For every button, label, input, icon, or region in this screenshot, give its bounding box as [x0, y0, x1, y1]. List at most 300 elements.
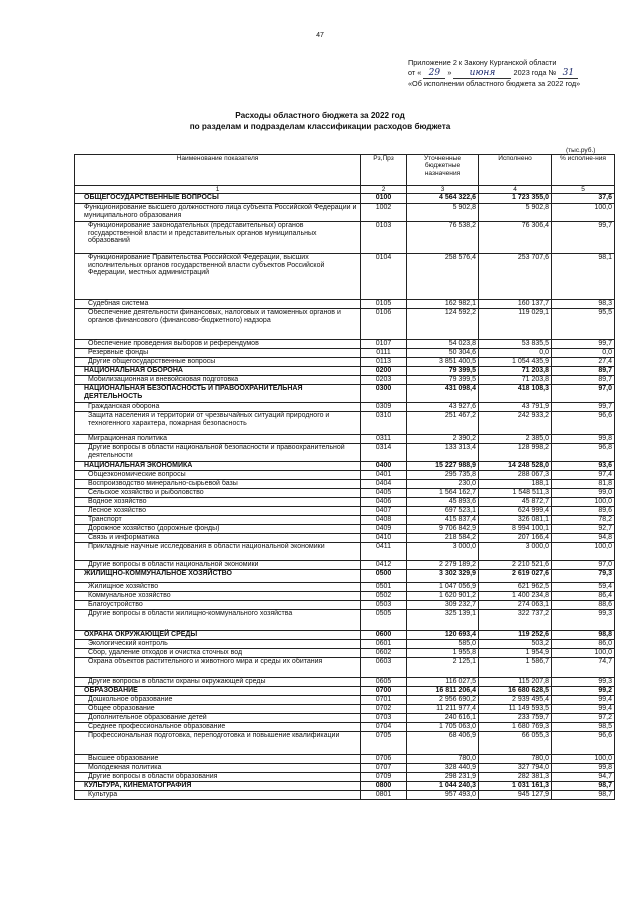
- cell-percent: 100,0: [552, 543, 615, 561]
- cell-executed: 1 723 355,0: [479, 194, 552, 204]
- cell-planned: 76 538,2: [407, 222, 479, 254]
- cell-planned: 218 584,2: [407, 534, 479, 543]
- appendix-quote-close: »: [447, 68, 452, 77]
- cell-name: Молодежная политика: [75, 764, 361, 773]
- cell-name: Водное хозяйство: [75, 498, 361, 507]
- cell-name: Экологический контроль: [75, 640, 361, 649]
- cell-planned: 133 313,4: [407, 444, 479, 462]
- table-row: [75, 489, 615, 498]
- cell-percent: 98,3: [552, 300, 615, 309]
- cell-percent: 79,3: [552, 570, 615, 583]
- cell-percent: 100,0: [552, 204, 615, 222]
- cell-name: Гражданская оборона: [75, 403, 361, 412]
- cell-name: Дошкольное образование: [75, 696, 361, 705]
- cell-percent: 97,2: [552, 714, 615, 723]
- cell-code: 0409: [361, 525, 407, 534]
- header-executed: Исполнено: [479, 155, 552, 186]
- cell-planned: 1 047 056,9: [407, 583, 479, 592]
- cell-executed: 14 248 528,0: [479, 462, 552, 471]
- cell-planned: 431 098,4: [407, 385, 479, 403]
- cell-planned: 230,0: [407, 480, 479, 489]
- cell-planned: 328 440,9: [407, 764, 479, 773]
- cell-percent: 97,0: [552, 385, 615, 403]
- cell-name: Общеэкономические вопросы: [75, 471, 361, 480]
- appendix-line-3: «Об исполнении областного бюджета за 2022 год»: [408, 79, 581, 88]
- cell-planned: 15 227 988,9: [407, 462, 479, 471]
- cell-code: 0605: [361, 678, 407, 687]
- cell-executed: 253 707,6: [479, 254, 552, 300]
- cell-code: 0705: [361, 732, 407, 755]
- cell-code: 0801: [361, 791, 407, 800]
- table-row: [75, 732, 615, 755]
- table-row: [75, 601, 615, 610]
- cell-percent: 81,8: [552, 480, 615, 489]
- header-percent: % исполне-ния: [552, 155, 615, 186]
- cell-code: 0107: [361, 340, 407, 349]
- table-body: [75, 194, 615, 800]
- title-line-2: по разделам и подразделам классификации расходов бюджета: [189, 122, 451, 131]
- cell-executed: 242 933,2: [479, 412, 552, 435]
- cell-percent: 100,0: [552, 498, 615, 507]
- cell-executed: 71 203,8: [479, 367, 552, 376]
- cell-planned: 258 576,4: [407, 254, 479, 300]
- cell-name: Другие вопросы в области жилищно-коммунального хозяйства: [75, 610, 361, 631]
- table-row: [75, 435, 615, 444]
- cell-planned: 11 211 977,4: [407, 705, 479, 714]
- cell-name: Другие общегосударственные вопросы: [75, 358, 361, 367]
- cell-executed: 282 381,3: [479, 773, 552, 782]
- cell-name: Функционирование законодательных (представительных) органов государственной власти и представительных органов муниципальных образований: [75, 222, 361, 254]
- cell-percent: 86,4: [552, 592, 615, 601]
- cell-planned: 9 706 842,9: [407, 525, 479, 534]
- cell-executed: 16 680 628,5: [479, 687, 552, 696]
- cell-executed: 326 081,1: [479, 516, 552, 525]
- cell-name: Связь и информатика: [75, 534, 361, 543]
- cell-code: 0404: [361, 480, 407, 489]
- cell-planned: 16 811 206,4: [407, 687, 479, 696]
- cell-executed: 5 902,8: [479, 204, 552, 222]
- cell-percent: 37,6: [552, 194, 615, 204]
- table-row: [75, 480, 615, 489]
- table-row: [75, 462, 615, 471]
- cell-code: 0503: [361, 601, 407, 610]
- cell-percent: 99,3: [552, 610, 615, 631]
- cell-planned: 4 564 322,6: [407, 194, 479, 204]
- cell-code: 0702: [361, 705, 407, 714]
- cell-percent: 99,7: [552, 222, 615, 254]
- cell-percent: 89,7: [552, 367, 615, 376]
- cell-planned: 116 027,5: [407, 678, 479, 687]
- cell-executed: 1 031 161,3: [479, 782, 552, 791]
- cell-code: 0701: [361, 696, 407, 705]
- table-row: [75, 791, 615, 800]
- appendix-number: 31: [558, 68, 578, 79]
- cell-executed: 1 400 234,8: [479, 592, 552, 601]
- cell-name: Охрана объектов растительного и животного мира и среды их обитания: [75, 658, 361, 678]
- cell-executed: 188,1: [479, 480, 552, 489]
- header-row: [75, 155, 615, 186]
- cell-name: Высшее образование: [75, 755, 361, 764]
- appendix-from: от «: [408, 68, 422, 77]
- page-number: 47: [316, 32, 324, 39]
- table-row: [75, 658, 615, 678]
- cell-name: Транспорт: [75, 516, 361, 525]
- cell-planned: 1 044 240,3: [407, 782, 479, 791]
- cell-name: Мобилизационная и вневойсковая подготовка: [75, 376, 361, 385]
- cell-percent: 98,1: [552, 254, 615, 300]
- cell-name: Коммунальное хозяйство: [75, 592, 361, 601]
- table-row: [75, 631, 615, 640]
- cell-percent: 27,4: [552, 358, 615, 367]
- table-row: [75, 376, 615, 385]
- cell-percent: 98,8: [552, 631, 615, 640]
- cell-planned: 162 982,1: [407, 300, 479, 309]
- cell-percent: 100,0: [552, 649, 615, 658]
- cell-planned: 1 955,8: [407, 649, 479, 658]
- cell-executed: 207 166,4: [479, 534, 552, 543]
- cell-percent: 99,0: [552, 489, 615, 498]
- cell-name: Другие вопросы в области охраны окружающей среды: [75, 678, 361, 687]
- cell-executed: 1 586,7: [479, 658, 552, 678]
- cell-code: 0603: [361, 658, 407, 678]
- table-row: [75, 610, 615, 631]
- cell-code: 0309: [361, 403, 407, 412]
- table-row: [75, 678, 615, 687]
- table-row: [75, 471, 615, 480]
- header-code: Рз,Прз: [361, 155, 407, 186]
- cell-code: 0410: [361, 534, 407, 543]
- appendix-header: [408, 58, 580, 89]
- table-row: [75, 300, 615, 309]
- cell-planned: 3 000,0: [407, 543, 479, 561]
- cell-executed: 1 954,9: [479, 649, 552, 658]
- cell-percent: 99,4: [552, 696, 615, 705]
- cell-name: Функционирование Правительства Российской Федерации, высших исполнительных органов государственной власти субъектов Российской Федерации, местных администраций: [75, 254, 361, 300]
- cell-code: 0703: [361, 714, 407, 723]
- cell-code: 0707: [361, 764, 407, 773]
- table-row: [75, 309, 615, 340]
- cell-name: Воспроизводство минерально-сырьевой базы: [75, 480, 361, 489]
- cell-code: 0505: [361, 610, 407, 631]
- cell-code: 0800: [361, 782, 407, 791]
- cell-code: 0602: [361, 649, 407, 658]
- cell-executed: 71 203,8: [479, 376, 552, 385]
- table-row: [75, 583, 615, 592]
- table-row: [75, 755, 615, 764]
- cell-planned: 309 232,7: [407, 601, 479, 610]
- cell-executed: 45 872,7: [479, 498, 552, 507]
- appendix-day: 29: [423, 68, 445, 79]
- table-row: [75, 444, 615, 462]
- cell-percent: 95,5: [552, 309, 615, 340]
- cell-planned: 2 125,1: [407, 658, 479, 678]
- cell-planned: 120 693,4: [407, 631, 479, 640]
- cell-name: Другие вопросы в области образования: [75, 773, 361, 782]
- cell-code: 0405: [361, 489, 407, 498]
- expenses-table: [74, 154, 615, 800]
- cell-percent: 99,7: [552, 340, 615, 349]
- cell-planned: 50 304,6: [407, 349, 479, 358]
- cell-executed: 119 029,1: [479, 309, 552, 340]
- cell-percent: 96,6: [552, 732, 615, 755]
- table-row: [75, 534, 615, 543]
- cell-name: Лесное хозяйство: [75, 507, 361, 516]
- cell-executed: 2 619 027,6: [479, 570, 552, 583]
- cell-code: 0406: [361, 498, 407, 507]
- cell-percent: 86,0: [552, 640, 615, 649]
- column-number: 5: [552, 186, 615, 194]
- cell-name: ЖИЛИЩНО-КОММУНАЛЬНОЕ ХОЗЯЙСТВО: [75, 570, 361, 583]
- cell-code: 0700: [361, 687, 407, 696]
- cell-planned: 780,0: [407, 755, 479, 764]
- cell-executed: 621 962,5: [479, 583, 552, 592]
- cell-name: Среднее профессиональное образование: [75, 723, 361, 732]
- cell-code: 0600: [361, 631, 407, 640]
- cell-name: Жилищное хозяйство: [75, 583, 361, 592]
- cell-executed: 0,0: [479, 349, 552, 358]
- cell-percent: 88,6: [552, 601, 615, 610]
- cell-name: ОБЩЕГОСУДАРСТВЕННЫЕ ВОПРОСЫ: [75, 194, 361, 204]
- table-row: [75, 723, 615, 732]
- cell-name: Сельское хозяйство и рыболовство: [75, 489, 361, 498]
- cell-percent: 94,8: [552, 534, 615, 543]
- cell-name: Другие вопросы в области национальной экономики: [75, 561, 361, 570]
- cell-percent: 99,2: [552, 687, 615, 696]
- cell-executed: 1 548 511,3: [479, 489, 552, 498]
- cell-planned: 2 956 690,2: [407, 696, 479, 705]
- table-row: [75, 403, 615, 412]
- cell-name: НАЦИОНАЛЬНАЯ БЕЗОПАСНОСТЬ И ПРАВООХРАНИТЕЛЬНАЯ ДЕЯТЕЛЬНОСТЬ: [75, 385, 361, 403]
- cell-executed: 780,0: [479, 755, 552, 764]
- cell-executed: 322 737,2: [479, 610, 552, 631]
- cell-code: 0412: [361, 561, 407, 570]
- table-row: [75, 714, 615, 723]
- cell-planned: 325 139,1: [407, 610, 479, 631]
- cell-code: 0314: [361, 444, 407, 462]
- cell-percent: 99,4: [552, 705, 615, 714]
- cell-code: 0103: [361, 222, 407, 254]
- cell-planned: 3 851 400,5: [407, 358, 479, 367]
- cell-name: Профессиональная подготовка, переподготовка и повышение квалификации: [75, 732, 361, 755]
- cell-planned: 1 705 063,0: [407, 723, 479, 732]
- table-row: [75, 507, 615, 516]
- cell-planned: 54 023,8: [407, 340, 479, 349]
- cell-name: Функционирование высшего должностного лица субъекта Российской Федерации и муниципального образования: [75, 204, 361, 222]
- cell-executed: 11 149 593,5: [479, 705, 552, 714]
- cell-name: Судебная система: [75, 300, 361, 309]
- cell-planned: 79 399,5: [407, 376, 479, 385]
- cell-percent: 93,6: [552, 462, 615, 471]
- column-number: 3: [407, 186, 479, 194]
- cell-percent: 99,8: [552, 435, 615, 444]
- table-row: [75, 687, 615, 696]
- cell-name: Обеспечение проведения выборов и референдумов: [75, 340, 361, 349]
- table-row: [75, 194, 615, 204]
- cell-code: 0300: [361, 385, 407, 403]
- cell-name: Прикладные научные исследования в области национальной экономики: [75, 543, 361, 561]
- table-row: [75, 543, 615, 561]
- units-label: (тыс.руб.): [566, 147, 596, 154]
- cell-executed: 115 207,8: [479, 678, 552, 687]
- cell-planned: 124 592,2: [407, 309, 479, 340]
- table-row: [75, 782, 615, 791]
- cell-planned: 298 231,9: [407, 773, 479, 782]
- cell-name: НАЦИОНАЛЬНАЯ ОБОРОНА: [75, 367, 361, 376]
- cell-percent: 89,6: [552, 507, 615, 516]
- cell-name: Резервные фонды: [75, 349, 361, 358]
- cell-code: 0500: [361, 570, 407, 583]
- cell-executed: 160 137,7: [479, 300, 552, 309]
- cell-planned: 45 893,6: [407, 498, 479, 507]
- cell-code: 0407: [361, 507, 407, 516]
- table-row: [75, 340, 615, 349]
- table-row: [75, 570, 615, 583]
- cell-executed: 2 385,0: [479, 435, 552, 444]
- cell-executed: 53 835,5: [479, 340, 552, 349]
- cell-executed: 274 063,1: [479, 601, 552, 610]
- cell-code: 0203: [361, 376, 407, 385]
- cell-percent: 78,2: [552, 516, 615, 525]
- table-row: [75, 349, 615, 358]
- cell-name: ОХРАНА ОКРУЖАЮЩЕЙ СРЕДЫ: [75, 631, 361, 640]
- cell-code: 0400: [361, 462, 407, 471]
- cell-planned: 697 523,1: [407, 507, 479, 516]
- cell-percent: 59,4: [552, 583, 615, 592]
- cell-percent: 99,7: [552, 403, 615, 412]
- table-row: [75, 516, 615, 525]
- cell-planned: 295 735,8: [407, 471, 479, 480]
- cell-executed: 66 055,3: [479, 732, 552, 755]
- cell-code: 0104: [361, 254, 407, 300]
- cell-executed: 418 108,3: [479, 385, 552, 403]
- cell-planned: 957 493,0: [407, 791, 479, 800]
- cell-code: 0411: [361, 543, 407, 561]
- header-name: Наименование показателя: [75, 155, 361, 186]
- cell-code: 0502: [361, 592, 407, 601]
- cell-name: Другие вопросы в области национальной безопасности и правоохранительной деятельности: [75, 444, 361, 462]
- title-line-1: Расходы областного бюджета за 2022 год: [235, 111, 405, 120]
- cell-name: Миграционная политика: [75, 435, 361, 444]
- cell-name: Общее образование: [75, 705, 361, 714]
- cell-code: 0113: [361, 358, 407, 367]
- cell-planned: 415 837,4: [407, 516, 479, 525]
- table-row: [75, 498, 615, 507]
- cell-code: 0105: [361, 300, 407, 309]
- cell-code: 0111: [361, 349, 407, 358]
- table-row: [75, 367, 615, 376]
- cell-code: 0401: [361, 471, 407, 480]
- cell-percent: 94,7: [552, 773, 615, 782]
- cell-name: Культура: [75, 791, 361, 800]
- cell-code: 0601: [361, 640, 407, 649]
- cell-percent: 99,8: [552, 764, 615, 773]
- cell-percent: 98,7: [552, 791, 615, 800]
- table-row: [75, 204, 615, 222]
- cell-percent: 100,0: [552, 755, 615, 764]
- cell-executed: 2 210 521,6: [479, 561, 552, 570]
- cell-code: 0408: [361, 516, 407, 525]
- cell-code: 0106: [361, 309, 407, 340]
- cell-executed: 76 306,4: [479, 222, 552, 254]
- cell-planned: 3 302 329,9: [407, 570, 479, 583]
- table-row: [75, 358, 615, 367]
- cell-planned: 585,0: [407, 640, 479, 649]
- cell-planned: 68 406,9: [407, 732, 479, 755]
- table-row: [75, 773, 615, 782]
- cell-executed: 1 680 769,3: [479, 723, 552, 732]
- cell-executed: 288 067,3: [479, 471, 552, 480]
- cell-percent: 96,8: [552, 444, 615, 462]
- cell-code: 0704: [361, 723, 407, 732]
- cell-percent: 97,0: [552, 561, 615, 570]
- column-number-row: [75, 186, 615, 194]
- cell-name: Дополнительное образование детей: [75, 714, 361, 723]
- table-row: [75, 649, 615, 658]
- table-row: [75, 525, 615, 534]
- cell-executed: 8 994 100,1: [479, 525, 552, 534]
- table-row: [75, 254, 615, 300]
- appendix-line-2: [408, 68, 580, 79]
- cell-executed: 945 127,9: [479, 791, 552, 800]
- cell-executed: 503,2: [479, 640, 552, 649]
- cell-code: 0310: [361, 412, 407, 435]
- cell-percent: 98,7: [552, 782, 615, 791]
- cell-name: Сбор, удаление отходов и очистка сточных вод: [75, 649, 361, 658]
- cell-planned: 79 399,5: [407, 367, 479, 376]
- cell-name: Благоустройство: [75, 601, 361, 610]
- cell-executed: 2 939 495,4: [479, 696, 552, 705]
- cell-code: 0311: [361, 435, 407, 444]
- table-row: [75, 764, 615, 773]
- table-row: [75, 222, 615, 254]
- cell-percent: 96,6: [552, 412, 615, 435]
- cell-planned: 5 902,8: [407, 204, 479, 222]
- cell-planned: 2 279 189,2: [407, 561, 479, 570]
- column-number: 2: [361, 186, 407, 194]
- cell-percent: 74,7: [552, 658, 615, 678]
- cell-executed: 119 252,6: [479, 631, 552, 640]
- cell-percent: 99,3: [552, 678, 615, 687]
- cell-name: Защита населения и территории от чрезвычайных ситуаций природного и техногенного характера, пожарная безопасность: [75, 412, 361, 435]
- cell-executed: 327 794,0: [479, 764, 552, 773]
- table-row: [75, 412, 615, 435]
- cell-name: КУЛЬТУРА, КИНЕМАТОГРАФИЯ: [75, 782, 361, 791]
- cell-code: 0200: [361, 367, 407, 376]
- cell-planned: 43 927,6: [407, 403, 479, 412]
- cell-executed: 43 791,9: [479, 403, 552, 412]
- cell-code: 0709: [361, 773, 407, 782]
- appendix-line-1: Приложение 2 к Закону Курганской области: [408, 58, 557, 67]
- cell-percent: 97,4: [552, 471, 615, 480]
- cell-planned: 1 564 162,7: [407, 489, 479, 498]
- cell-code: 0706: [361, 755, 407, 764]
- table-row: [75, 696, 615, 705]
- column-number: 4: [479, 186, 552, 194]
- cell-planned: 240 616,1: [407, 714, 479, 723]
- cell-name: НАЦИОНАЛЬНАЯ ЭКОНОМИКА: [75, 462, 361, 471]
- cell-name: Обеспечение деятельности финансовых, налоговых и таможенных органов и органов финансового (финансово-бюджетного) надзора: [75, 309, 361, 340]
- table-row: [75, 640, 615, 649]
- cell-percent: 89,7: [552, 376, 615, 385]
- cell-percent: 92,7: [552, 525, 615, 534]
- column-number: 1: [75, 186, 361, 194]
- document-title: [0, 110, 640, 132]
- cell-code: 0100: [361, 194, 407, 204]
- table-row: [75, 385, 615, 403]
- table-row: [75, 705, 615, 714]
- cell-executed: 128 998,2: [479, 444, 552, 462]
- cell-planned: 251 467,2: [407, 412, 479, 435]
